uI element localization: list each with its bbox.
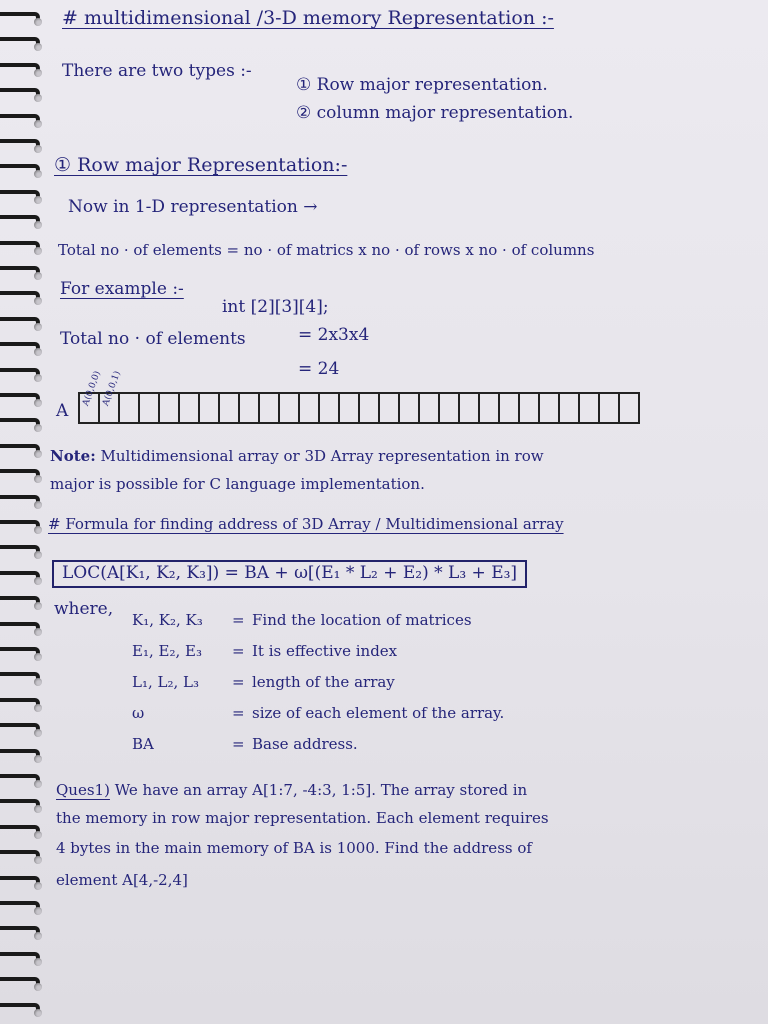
binding-hole bbox=[34, 551, 42, 559]
binding-hole bbox=[34, 120, 42, 128]
array-cell bbox=[598, 392, 620, 424]
binding-hole bbox=[34, 907, 42, 915]
array-cell bbox=[338, 392, 360, 424]
array-cell bbox=[138, 392, 160, 424]
definition-equals: = bbox=[232, 642, 245, 660]
definition-symbol: L₁, L₂, L₃ bbox=[132, 673, 199, 691]
array-cell bbox=[98, 369, 123, 424]
definition-equals: = bbox=[232, 611, 245, 629]
question-line-1 bbox=[56, 782, 527, 799]
definition-description: length of the array bbox=[252, 673, 395, 691]
binding-hole bbox=[34, 221, 42, 229]
total-formula: Total no · of elements = no · of matrics x no · of rows x no · of columns bbox=[58, 241, 595, 259]
example-declaration: int [2][3][4]; bbox=[222, 297, 329, 317]
note-line-1 bbox=[50, 448, 544, 465]
array-cell bbox=[538, 392, 560, 424]
note-label: Note: bbox=[50, 447, 96, 465]
array-cell bbox=[398, 392, 420, 424]
total-expression: = 2x3x4 bbox=[298, 325, 370, 345]
definition-symbol: K₁, K₂, K₃ bbox=[132, 611, 203, 629]
array-cell bbox=[218, 392, 240, 424]
binding-hole bbox=[34, 983, 42, 991]
array-cell bbox=[258, 392, 280, 424]
array-name: A bbox=[56, 401, 69, 421]
binding-hole bbox=[34, 932, 42, 940]
where-label: where, bbox=[54, 599, 114, 619]
binding-hole bbox=[34, 501, 42, 509]
binding-hole bbox=[34, 729, 42, 737]
definition-symbol: E₁, E₂, E₃ bbox=[132, 642, 202, 660]
binding-hole bbox=[34, 602, 42, 610]
type-column-major: ② column major representation. bbox=[296, 103, 574, 123]
array-cell bbox=[558, 392, 580, 424]
binding-hole bbox=[34, 475, 42, 483]
formula-heading: # Formula for finding address of 3D Array / Multidimensional array bbox=[48, 515, 564, 533]
definition-description: Find the location of matrices bbox=[252, 611, 472, 629]
binding-hole bbox=[34, 145, 42, 153]
note-line-2: major is possible for C language implementation. bbox=[50, 475, 425, 493]
question-text-1: We have an array A[1:7, -4:3, 1:5]. The array stored in bbox=[114, 781, 528, 799]
type-row-major: ① Row major representation. bbox=[296, 75, 548, 95]
binding-hole bbox=[34, 424, 42, 432]
binding-hole bbox=[34, 374, 42, 382]
question-line-3: 4 bytes in the main memory of BA is 1000. Find the address of bbox=[56, 839, 532, 857]
question-label: Ques1) bbox=[56, 781, 110, 799]
binding-hole bbox=[34, 755, 42, 763]
intro-text: There are two types :- bbox=[62, 61, 252, 81]
binding-hole bbox=[34, 450, 42, 458]
example-label: For example :- bbox=[60, 279, 184, 299]
array-cell bbox=[378, 392, 400, 424]
binding-hole bbox=[34, 323, 42, 331]
array-cell bbox=[498, 392, 520, 424]
array-cell-label: A(0,0,0) bbox=[81, 369, 103, 408]
array-cell bbox=[238, 392, 260, 424]
definition-equals: = bbox=[232, 735, 245, 753]
binding-hole bbox=[34, 805, 42, 813]
definition-description: size of each element of the array. bbox=[252, 704, 505, 722]
binding-hole bbox=[34, 653, 42, 661]
binding-hole bbox=[34, 18, 42, 26]
total-label: Total no · of elements bbox=[60, 329, 246, 349]
array-cell bbox=[118, 392, 140, 424]
page-title: # multidimensional /3-D memory Representation :- bbox=[62, 7, 554, 29]
array-cell bbox=[478, 392, 500, 424]
definition-equals: = bbox=[232, 704, 245, 722]
spiral-binding bbox=[0, 0, 44, 1024]
binding-hole bbox=[34, 247, 42, 255]
array-cell bbox=[458, 392, 480, 424]
binding-hole bbox=[34, 678, 42, 686]
binding-hole bbox=[34, 272, 42, 280]
array-cell bbox=[178, 392, 200, 424]
array-cell-label: A(0,0,1) bbox=[101, 369, 123, 408]
binding-hole bbox=[34, 882, 42, 890]
now-text: Now in 1-D representation → bbox=[68, 197, 318, 217]
binding-hole bbox=[34, 170, 42, 178]
binding-hole bbox=[34, 1009, 42, 1017]
question-line-4: element A[4,-2,4] bbox=[56, 871, 188, 889]
array-cell bbox=[358, 392, 380, 424]
array-cell bbox=[418, 392, 440, 424]
row-major-heading: ① Row major Representation:- bbox=[54, 154, 348, 176]
array-cell bbox=[278, 392, 300, 424]
definition-symbol: BA bbox=[132, 735, 154, 753]
array-cell bbox=[438, 392, 460, 424]
binding-hole bbox=[34, 43, 42, 51]
binding-hole bbox=[34, 196, 42, 204]
definition-equals: = bbox=[232, 673, 245, 691]
array-cell bbox=[198, 392, 220, 424]
definition-symbol: ω bbox=[132, 704, 145, 722]
binding-hole bbox=[34, 831, 42, 839]
binding-hole bbox=[34, 577, 42, 585]
binding-hole bbox=[34, 628, 42, 636]
binding-hole bbox=[34, 297, 42, 305]
array-cell bbox=[158, 392, 180, 424]
definition-description: It is effective index bbox=[252, 642, 398, 660]
binding-hole bbox=[34, 958, 42, 966]
binding-hole bbox=[34, 780, 42, 788]
array-cell bbox=[318, 392, 340, 424]
definition-description: Base address. bbox=[252, 735, 358, 753]
binding-hole bbox=[34, 704, 42, 712]
array-cell bbox=[518, 392, 540, 424]
address-formula: LOC(A[K₁, K₂, K₃]) = BA + ω[(E₁ * L₂ + E₂) * L₃ + E₃] bbox=[52, 560, 527, 588]
array-cell bbox=[298, 392, 320, 424]
note-text-1: Multidimensional array or 3D Array representation in row bbox=[100, 447, 544, 465]
array-cell bbox=[78, 369, 103, 424]
binding-hole bbox=[34, 399, 42, 407]
binding-hole bbox=[34, 69, 42, 77]
array-cell bbox=[618, 392, 640, 424]
binding-hole bbox=[34, 348, 42, 356]
array-cell bbox=[578, 392, 600, 424]
binding-hole bbox=[34, 856, 42, 864]
binding-hole bbox=[34, 526, 42, 534]
question-line-2: the memory in row major representation. Each element requires bbox=[56, 809, 549, 827]
total-result: = 24 bbox=[298, 359, 340, 379]
binding-hole bbox=[34, 94, 42, 102]
